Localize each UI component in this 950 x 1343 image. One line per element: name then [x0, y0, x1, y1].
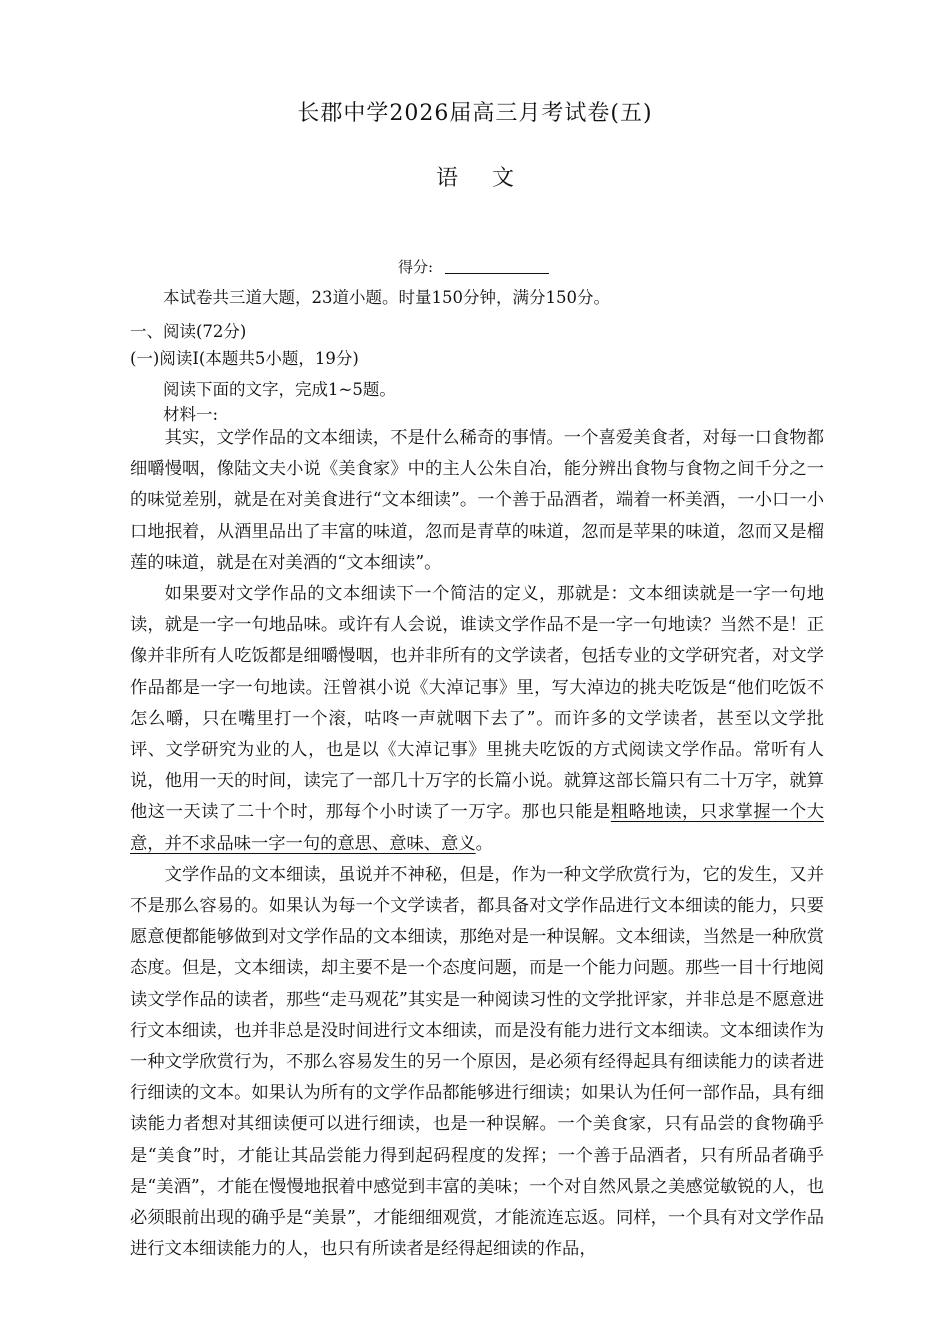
score-field: [398, 256, 549, 277]
paragraph-2-text: 如果要对文学作品的文本细读下一个简洁的定义，那就是：文本细读就是一字一句地读，就是一字一句地品味。或许有人会说，谁读文学作品不是一字一句地读？当然不是！正像并非所有人吃饭都是细嚼慢咽，也并非所有的文学读者，包括专业的文学研究者，对文学作品都是一字一句地读。汪曾祺小说《大淖记事》里，写大淖边的挑夫吃饭是“他们吃饭不怎么嚼，只在嘴里打一个滚，咕咚一声就咽下去了”。而许多的文学读者，甚至以文学批评、文学研究为业的人，也是以《大淖记事》里挑夫吃饭的方式阅读文学作品。常听有人说，他用一天的时间，读完了一部几十万字的长篇小说。就算这部长篇只有二十万字，就算他这一天读了二十个时，那每个小时读了一万字。那也只能是: [130, 584, 824, 823]
subject-title: 语文: [435, 166, 548, 191]
paragraph-1: 其实，文学作品的文本细读，不是什么稀奇的事情。一个喜爱美食者，对每一口食物都细嚼慢咽，像陆文夫小说《美食家》中的主人公朱自冶，能分辨出食物与食物之间千分之一的味觉差别，就是在对美食进行“文本细读”。一个善于品酒者，端着一杯美酒，一小口一小口地抿着，从酒里品出了丰富的味道，忽而是青草的味道，忽而是苹果的味道，忽而又是榴莲的味道，就是在对美酒的“文本细读”。: [130, 428, 824, 573]
reading-instruction: 阅读下面的文字，完成1~5题。: [163, 380, 396, 399]
material-label: 材料一:: [163, 405, 219, 424]
exam-title: 长郡中学2026届高三月考试卷(五): [297, 101, 653, 126]
score-blank[interactable]: [445, 259, 549, 274]
underlined-sentence: 粗略地读，只求掌握一个大意，并不求品味一字一句的意思、意味、意义: [130, 802, 824, 854]
subsection-heading: (一)阅读Ⅰ(本题共5小题，19分): [130, 349, 359, 368]
paragraph-2-end: 。: [475, 833, 493, 854]
paragraph-3: 文学作品的文本细读，虽说并不神秘，但是，作为一种文学欣赏行为，它的发生，又并不是那么容易的。如果认为每一个文学读者，都具备对文学作品进行文本细读的能力，只要愿意便都能够做到对文学作品的文本细读，那绝对是一种误解。文本细读，当然是一种欣赏态度。但是，文本细读，却主要不是一个态度问题，而是一个能力问题。那些一目十行地阅读文学作品的读者，那些“走马观花”其实是一种阅读习性的文学批评家，并非总是不愿意进行文本细读，也并非总是没时间进行文本细读，而是没有能力进行文本细读。文本细读作为一种文学欣赏行为，不那么容易发生的另一个原因，是必须有经得起具有细读能力的读者进行细读的文本。如果认为所有的文学作品都能够进行细读；如果认为任何一部作品，具有细读能力者想对其细读便可以进行细读，也是一种误解。一个美食家，只有品尝的食物确乎是“美食”时，才能让其品尝能力得到起码程度的发挥；一个善于品酒者，只有所品者确乎是“美酒”，才能在慢慢地抿着中感觉到丰富的美味；一个对自然风景之美感觉敏锐的人，也必须眼前出现的确乎是“美景”，才能细细观赏，才能流连忘返。同样，一个具有对文学作品进行文本细读能力的人，也只有所读者是经得起细读的作品，: [130, 864, 824, 1260]
exam-intro: 本试卷共三道大题，23道小题。时量150分钟，满分150分。: [163, 288, 610, 307]
section-heading: 一、阅读(72分): [130, 322, 247, 341]
reading-passage: [130, 423, 824, 1265]
paragraph-2: [130, 579, 824, 860]
score-label: 得分:: [398, 258, 434, 276]
